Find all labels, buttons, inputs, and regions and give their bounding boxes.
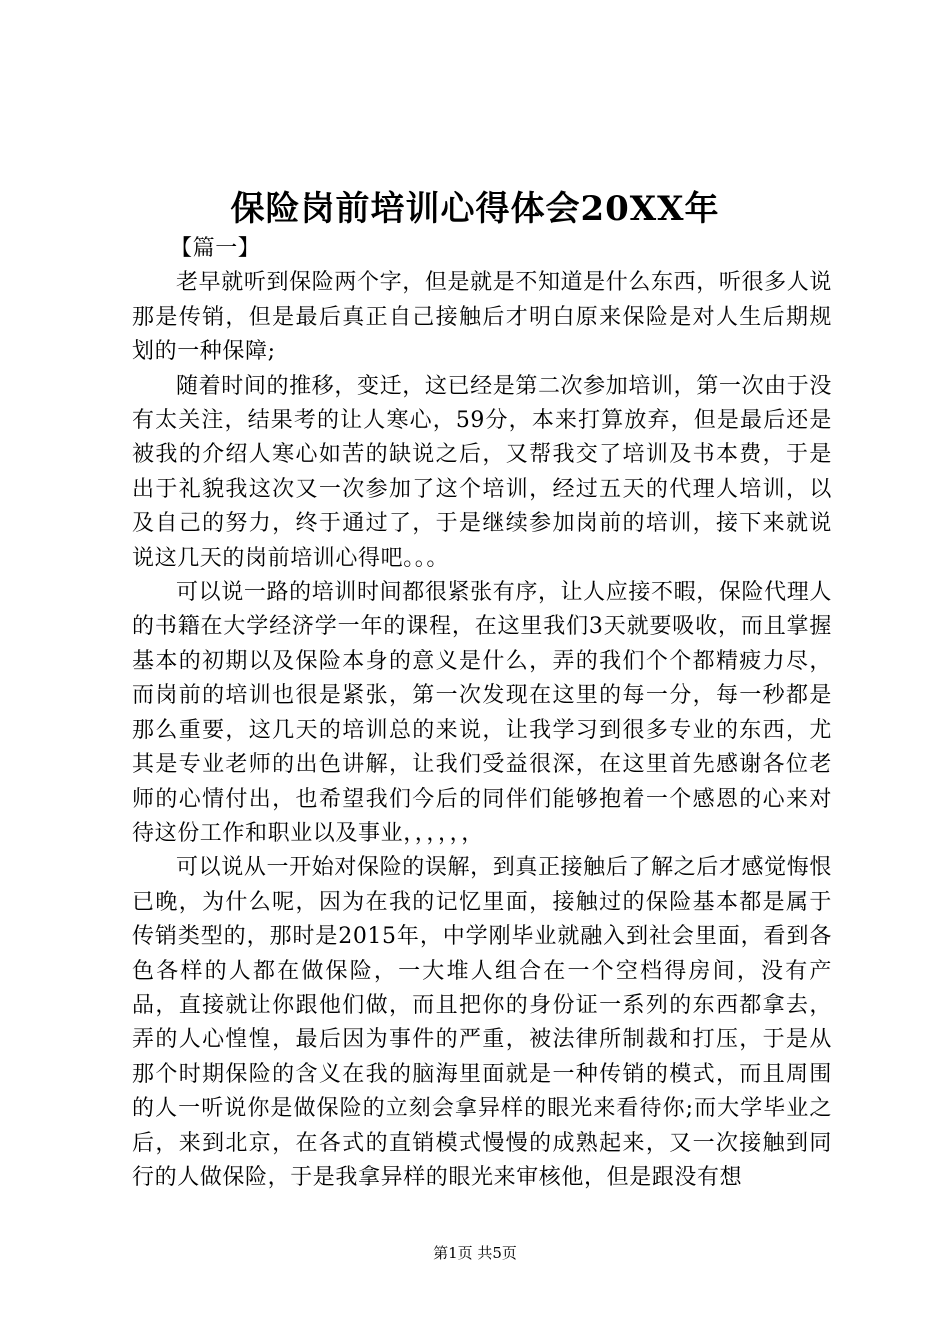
paragraph: 随着时间的推移，变迁，这已经是第二次参加培训，第一次由于没有太关注，结果考的让人寒心，59分，本来打算放弃，但是最后还是被我的介绍人寒心如苦的缺说之后，又帮我交了培训及书本费，于是出于礼貌我这次又一次参加了这个培训，经过五天的代理人培训，以及自己的努力，终于通过了，于是继续参加岗前的培训，接下来就说说这几天的岗前培训心得吧。。。 [132, 373, 832, 571]
paragraph: 老早就听到保险两个字，但是就是不知道是什么东西，听很多人说那是传销，但是最后真正自己接触后才明白原来保险是对人生后期规划的一种保障; [132, 270, 832, 365]
paragraph: 可以说从一开始对保险的误解，到真正接触后了解之后才感觉悔恨已晚，为什么呢，因为在我的记忆里面，接触过的保险基本都是属于传销类型的，那时是2015年，中学刚毕业就融入到社会里面，看到各色各样的人都在做保险，一大堆人组合在一个空档得房间，没有产品，直接就让你跟他们做，而且把你的身份证一系列的东西都拿去，弄的人心惶惶，最后因为事件的严重，被法律所制裁和打压，于是从那个时期保险的含义在我的脑海里面就是一种传销的模式，而且周围的人一听说你是做保险的立刻会拿异样的眼光来看待你;而大学毕业之后，来到北京，在各式的直销模式慢慢的成熟起来，又一次接触到同行的人做保险，于是我拿异样的眼光来审核他，但是跟没有想 [132, 855, 832, 1190]
page-footer: 第1页 共5页 [433, 1244, 517, 1262]
document-body [132, 232, 832, 1195]
document-title: 保险岗前培训心得体会20XX年 [230, 189, 720, 229]
section-heading: 【篇一】 [170, 236, 261, 261]
paragraph: 可以说一路的培训时间都很紧张有序，让人应接不暇，保险代理人的书籍在大学经济学一年的课程，在这里我们3天就要吸收，而且掌握基本的初期以及保险本身的意义是什么，弄的我们个个都精疲力尽，而岗前的培训也很是紧张，第一次发现在这里的每一分，每一秒都是那么重要，这几天的培训总的来说，让我学习到很多专业的东西，尤其是专业老师的出色讲解，让我们受益很深，在这里首先感谢各位老师的心情付出，也希望我们今后的同伴们能够抱着一个感恩的心来对待这份工作和职业以及事业，，，，，， [132, 580, 832, 846]
